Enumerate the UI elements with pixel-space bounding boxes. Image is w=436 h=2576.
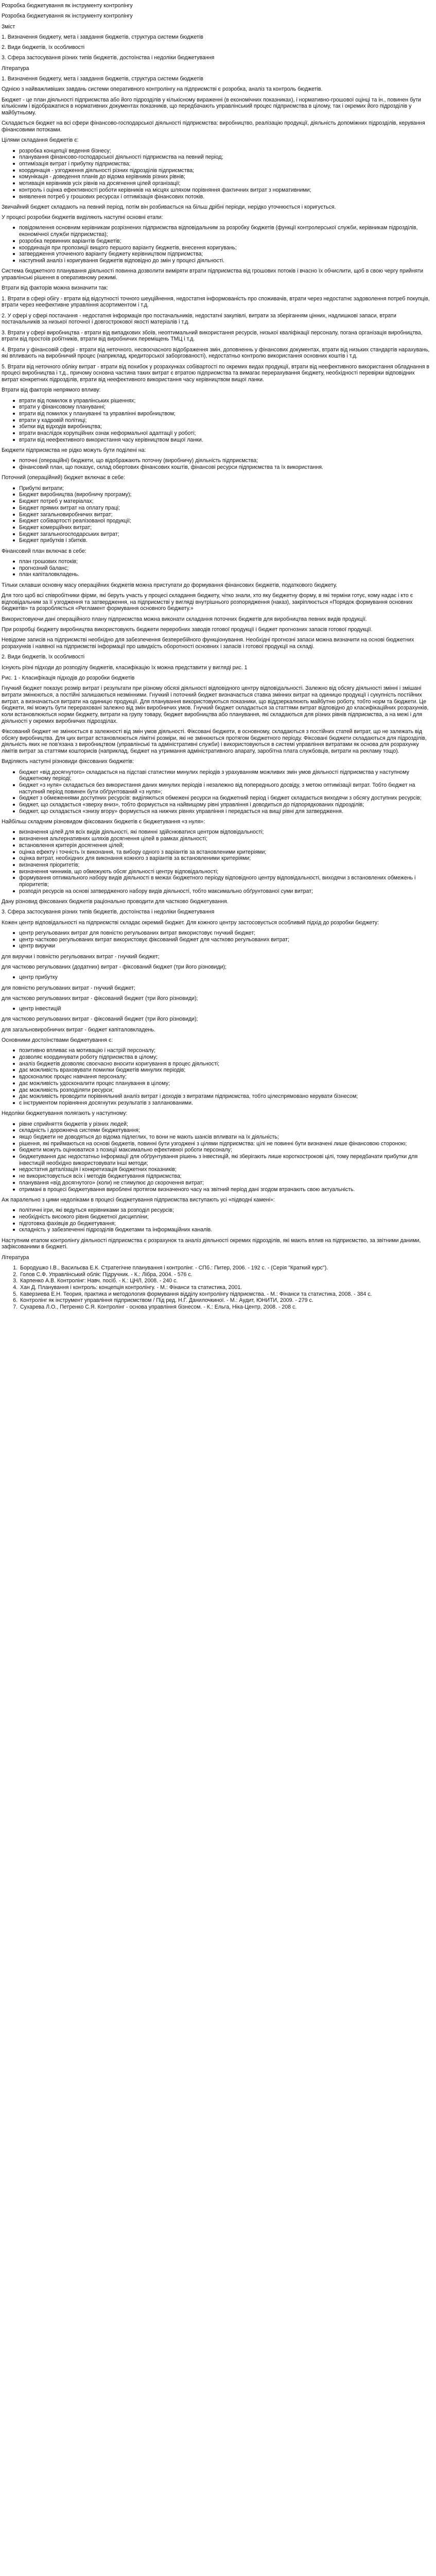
bullet-list (2, 974, 432, 981)
list-item: бюджет «від досягнутого» складається на підставі статистики минулих періодів з урахуванням можливих змін умов діяльності підприємства у наступному бюджетному періоді; (19, 769, 432, 782)
list-item: необхідність високого рівня бюджетної дисципліни; (19, 1214, 432, 1221)
paragraph: Звичайний бюджет складають на певний період, потім він розбивається на більш дрібні періоди, нерідко уточнюється і коригується. (2, 204, 336, 210)
list-item: якщо бюджети не доводяться до відома підлеглих, то вони не мають шансів впливати на їх діяльність; (19, 1134, 432, 1141)
list-item: планування «від досягнутого» (коли) не стимулює до скорочення витрат; (19, 1180, 432, 1187)
list-item: є інструментом порівняння досягнутих результатів з запланованими. (19, 1100, 432, 1107)
paragraph: Гнучкий бюджет показує розмір витрат і результати при різному обсязі діяльності відповідного центру відповідальності. Залежно від обсягу діяльності змінні і змішані витрати змінюються, а постійні залишаються незмінними. Гнучкий і поточний бюджет визначається ставка змінних витрат на одиницю продукції і сукупність постійних витрат, а визначається витрати на одиницю продукції. Для планування використовуються показники, що віддзеркалюють майбутню роботу, тобто норм та бюджети. Це бюджети, які можуть бути перераховані залежно від змін виробничих умов. Гнучкий бюджет складається за статтями витрат відповідно до класифікаційних розрахунків, коли встановлюються норми бюджету, витрати на групу товару, бюджет виробництва або планування, які складаються для різних рівнів підприємства, а на межі і для діяльності у окремих виробничих підрозділах. (2, 685, 429, 724)
paragraph: Існують різні підходи до розподілу бюджетів, класифікацію їх можна представити у вигляді рис. 1 (2, 664, 248, 671)
list-item: оцінка ефекту і точність їх виконання, та вибору одного з варіантів за встановленими критеріями; (19, 849, 432, 856)
list-item: 3. Карпенко А.В. Контролінг: Навч. посіб. - К.: ЦНЛ, 2008. - 240 с. (19, 1278, 432, 1284)
list-item: дає можливість враховувати помилки бюджетів минулих періодів; (19, 1067, 432, 1074)
list-item: позитивно впливає на мотивацію і настрій персоналу; (19, 1047, 432, 1054)
paragraph: Розробка бюджетування як інструменту контролінгу (2, 13, 133, 20)
paragraph: Дану різновид фіксованих бюджетів раціонально проводити для частково бюджетування. (2, 899, 229, 905)
list-item: координація при пропозиції вищого першого варіанту бюджетів, внесення коригувань; (19, 245, 432, 251)
list-item: фінансовий план, що показує, склад обертових фінансових коштів, фінансові ресурси підприємства та їх використання. (19, 464, 432, 471)
list-item: план грошових потоків; (19, 558, 432, 565)
bullet-list (2, 769, 432, 815)
list-item: центр регульованих витрат для повністю регульованих витрат використовує гнучкий бюджет; (19, 930, 432, 937)
list-item: дає можливість проводити порівняльний аналіз витрат і доходів з витратами підприємства, тобто цілеспрямовано керувати бізнесом; (19, 1093, 432, 1100)
paragraph: Фіксований бюджет не змінюється в залежності від змін умов діяльності. Фіксовані бюджети, в основному, складаються з постійних статей витрат, що не залежать від обсягу виробництва. Для цих витрат встановлюються лімітні розміри, які не змінюються протягом бюджетного періоду. Фіксовані бюджети складаються для підрозділів, діяльність яких не пов'язана з виробництвом (управлінські та адміністративні служби) і використовуються в системі управління витратами як основа для розрахунку лімітів витрат за статтями кошторисів (наприклад, бюджет на утримання адміністративного апарату, заробітна плата службовців, витрати на рекламу тощо). (2, 728, 427, 755)
list-item: план капіталовкладень. (19, 571, 432, 578)
paragraph: Поточний (операційний) бюджет включає в себе: (2, 474, 125, 481)
list-item: 4. Хан Д. Планування і контроль: концепція контролінгу. - М.: Фінанси та статистика, 2001. (19, 1284, 432, 1291)
bullet-list (2, 829, 432, 894)
list-item: дозволяє координувати роботу підприємства в цілому; (19, 1054, 432, 1061)
list-item: Бюджет загальногосподарських витрат; (19, 531, 432, 538)
list-item: втрати від помилок в управлінських рішеннях; (19, 398, 432, 404)
list-item: аналіз бюджетів дозволяє своєчасно вносити коригування в процес діяльності; (19, 1061, 432, 1067)
list-item: координація - узгодження діяльності різних підрозділів підприємства; (19, 167, 432, 174)
list-item: поточні (операційні) бюджети, що відображають поточну (виробничу) діяльність підприємства; (19, 457, 432, 464)
list-item: оцінка витрат, необхідних для виконання кожного з варіантів за встановленими критеріями; (19, 855, 432, 862)
paragraph: Найбільш складним різновидом фіксованих бюджетів є бюджетування «з нуля»: (2, 819, 205, 825)
list-item: рівне сприйняття бюджетів у різних людей; (19, 1121, 432, 1128)
list-item: визначення пріоритетів; (19, 862, 432, 869)
list-item: рішення, які приймаються на основі бюджетів, повинні бути узгоджені з цілями підприємства: цілі не повинні бути визначені лише фінансовою стороною; (19, 1141, 432, 1147)
paragraph: Бюджети підприємства не рідко можуть бути поділені на: (2, 447, 146, 454)
bullet-list (2, 148, 432, 200)
list-item: наступний аналіз і коригування бюджетів відповідно до змін у процесі діяльності. (19, 258, 432, 264)
paragraph: Система бюджетного планування діяльності повинна дозволити виміряти втрати підприємства від грошових потоків і вчасно їх обчислити, щоб в свою чергу прийняти управлінські рішення в оперативному режимі. (2, 268, 424, 281)
paragraph: При розробці бюджету виробництва використовують бюджети переробних заводів готової продукції і бюджет прогнозних запасів готової продукції. (2, 626, 373, 633)
paragraph: 1. Визначення бюджету, мета і завдання бюджетів, структура системи бюджетів (2, 76, 203, 82)
bullet-list (2, 1207, 432, 1233)
paragraph: Фінансовий план включає в себе: (2, 548, 86, 554)
paragraph: Використовуючи дані операційного плану підприємства можна виконати складання поточних бюджетів для виробництва певних видів продукції. (2, 616, 367, 622)
list-item: розробка концепції ведення бізнесу; (19, 148, 432, 155)
list-item: розробка первинних варіантів бюджетів; (19, 238, 432, 245)
list-item: центр частково регульованих витрат використовує фіксований бюджет для частково регульованих витрат; (19, 937, 432, 943)
list-item: бюджетування дає недостатньо інформації для обґрунтування рішень з інвестицій, які зберігають лише короткострокові цілі, тому передбачати прибутки для інвестицій необхідно використовувати інші методи; (19, 1154, 432, 1166)
paragraph: для виручки і повністю регульованих витрат - гнучкий бюджет; (2, 953, 160, 960)
list-item: Прибуткі витрати; (19, 485, 432, 492)
list-item: центр прибутку (19, 974, 432, 981)
list-item: Бюджет потреб у матеріалах; (19, 498, 432, 505)
list-item: 5. Каверзиева Е.Н. Теория, практика и методология формування відділу контролінгу підприємства. - М.: Фінанси та статистика, 2008. - 384 с. (19, 1291, 432, 1298)
paragraph: Цілями складання бюджетів є: (2, 137, 79, 144)
paragraph: 3. Сфера застосування різних типів бюджетів, достоїнства і недоліки бюджетування (2, 909, 215, 916)
list-item: центр інвестицій (19, 1006, 432, 1012)
paragraph: 2. Види бюджетів, їх особливості (2, 654, 85, 660)
list-item: недостатня деталізація і конкретизація бюджетних показників; (19, 1166, 432, 1173)
list-item: Бюджет прямих витрат на оплату праці; (19, 505, 432, 512)
paragraph: Бюджет - це план діяльності підприємства або його підрозділів у кількісному вираженні (в економічних показниках), і нормативно-грошової оцінці та ін., повинен бути кількісним і відображатися в нормативних документах показників, що передбачають управлінський процес підприємства в цілому, так і окремих його підрозділів у майбутньому. (2, 96, 421, 116)
bullet-list (2, 558, 432, 578)
list-item: складність у забезпеченні підрозділів бюджетами та інформаційних каналів. (19, 1227, 432, 1233)
list-item: втрати внаслідок корупційних ознак неформальної адаптації у роботі; (19, 430, 432, 437)
bullet-list (2, 398, 432, 444)
list-item: визначення чинників, що обмежують обсяг діяльності центру відповідальності; (19, 869, 432, 875)
list-item: 1. Бородушко І.В., Васильєва Е.К. Стратегічне планування і контролінг. - СПб.: Питер, 2006. - 192 с. - (Серія "Краткий курс"). (19, 1265, 432, 1272)
list-item: формування оптимального набору видів діяльності в межах бюджетного періоду відповідного центру відповідальності, виходячи з встановлених обмежень і пріоритетів; (19, 875, 432, 888)
paragraph: для частково регульованих витрат - фіксований бюджет (три його різновиди); (2, 1016, 198, 1023)
bullet-list (2, 225, 432, 264)
list-item: Бюджет комерційних витрат; (19, 524, 432, 531)
paragraph: 3. Втрати у сфері виробництва - втрати від випадкових збоїв, неоптимальний використання ресурсів, низької кваліфікації персоналу, погана організація виробництва, втрати від простоїв робітників, втрати від виробничих переміщень ТМЦ і т.д. (2, 329, 423, 343)
paragraph: 1. Втрати в сфері обігу - втрати від відсутності точного шеуційнення, недостатня інформованість про споживачів, втрати через недостатнє задоволення потреб покупців, втрати через неефективне управління асортиментом і т.д. (2, 295, 430, 309)
bullet-list (2, 485, 432, 544)
list-item: встановлення критерія досягнення цілей; (19, 842, 432, 849)
paragraph: Тільки склавши основну масу операційних бюджетів можна приступати до формування фінансових бюджетів, податкового бюджету. (2, 582, 337, 588)
list-item: оптимізація витрат і прибутку підприємства; (19, 161, 432, 167)
paragraph: для частково регульованих (додатних) витрат - фіксований бюджет (три його різновиди); (2, 963, 227, 970)
paragraph: Аж паралельно з цими недоліками в процесі бюджетування підприємства виступають усі «підводні камені»: (2, 1196, 275, 1203)
list-item: політичні ігри, які ведуться керівниками за розподіл ресурсів; (19, 1207, 432, 1214)
paragraph: Невідоме записів на підприємстві необхідно для забезпечення безперебійного функціонування. Необхідні прогнозні запаси можна визначити на основі бюджетних розрахунків і наявної на підприємстві інформації про швидкість оборотності основних і запасів і готової продукції на складі. (2, 637, 414, 650)
list-item: планування фінансово-господарської діяльності підприємства на певний період; (19, 154, 432, 161)
list-item: втрати у фінансовому плануванні; (19, 404, 432, 411)
list-item: бюджет, що складається «знизу вгору» формується на нижчих рівнях управління і передається на вищі рівні для затвердження. (19, 808, 432, 815)
paragraph: Рис. 1 - Класифікація підходів до розробки бюджетів (2, 674, 135, 681)
list-item: Бюджет собівартості реалізованої продукції; (19, 518, 432, 524)
list-item: дає можливість розподіляти ресурси; (19, 1087, 432, 1094)
list-item: 2. Голов С.Ф. Управлінський облік: Підручник. - К.: Лібра, 2004. - 576 с. (19, 1272, 432, 1278)
list-item: Бюджет прибутків і збитків. (19, 537, 432, 544)
paragraph: для повністю регульованих витрат - гнучкий бюджет; (2, 985, 135, 991)
list-item: не використовується всіх і методів бюджетування підприємства; (19, 1173, 432, 1180)
paragraph: Втрати від факторів непрямого впливу: (2, 387, 101, 394)
paragraph: 3. Сфера застосування різних типів бюджетів, достоїнства і недоліки бюджетування (2, 55, 215, 61)
list-item: контроль і оцінка ефективності роботи керівників на місцях шляхом порівняння фактичних витрат з нормативними; (19, 187, 432, 194)
list-item: 7. Сухарева Л.О., Петренко С.Я. Контролінг - основа управління бізнесом. - К.: Ельга, Ніка-Центр, 2008. - 208 с. (19, 1304, 432, 1311)
list-item: прогнозний баланс; (19, 565, 432, 572)
list-item: визначення альтернативних шляхів досягнення цілей в рамках діяльності; (19, 836, 432, 842)
bullet-list (2, 1006, 432, 1012)
list-item: дає можливість удосконалити процес планування в цілому; (19, 1080, 432, 1087)
paragraph: Основними достоїнствами бюджетування є: (2, 1037, 113, 1044)
list-item: бюджет з обмеженнями доступних ресурсів: виділяються обмежені ресурси на бюджетний період і бюджет складається виходячи з обсягу доступних ресурсів; (19, 795, 432, 802)
paragraph: Втрати від факторів можна визначити так: (2, 285, 108, 292)
list-item: складність і дорожнеча системи бюджетування; (19, 1127, 432, 1134)
list-item: бюджет «з нуля» складається без використання даних минулих періодів і незалежно від попереднього досвіду, з метою оптимізації витрат. Тобто бюджет на наступний період повинен бути обґрунтований «з нуля»; (19, 782, 432, 795)
numbered-list (2, 1265, 432, 1311)
list-item: затвердження уточненого варіанту бюджету керівництвом підприємства; (19, 251, 432, 258)
list-item: мотивація керівників усіх рівнів на досягнення цілей організації; (19, 180, 432, 187)
paragraph: для загальновиробничих витрат - бюджет капіталовкладень. (2, 1026, 155, 1033)
list-item: втрати від помилок у плануванні та управлінні виробництвом; (19, 411, 432, 417)
list-item: центр виручки (19, 943, 432, 950)
paragraph: Кожен центр відповідальності на підприємстві складає окремий бюджет. Для кожного центру застосовується особливий підхід до розробки бюджету: (2, 919, 379, 926)
paragraph: для частково регульованих витрат - фіксований бюджет (три його різновиди); (2, 995, 198, 1002)
bullet-list (2, 930, 432, 950)
paragraph: 2. У сфері у сфері постачання - недостатня інформація про постачальників, недостатні закупівлі, витрати за зберіганням цінних, надлишкові запаси, втрати постачальників за низької поточної і довгострокової якості матеріалів і т.д. (2, 312, 396, 326)
list-item: розподіл ресурсів на основі затвердженого набору видів діяльності, тобто максимально обґрунтованої суми витрат; (19, 888, 432, 895)
list-item: вдосконалює процес навчання персоналу; (19, 1074, 432, 1080)
list-item: втрати у кадровій політиці; (19, 417, 432, 424)
paragraph: 2. Види бюджетів, їх особливості (2, 44, 85, 51)
list-item: виявлення потреб у грошових ресурсах і оптимізація фінансових потоків. (19, 194, 432, 200)
paragraph: 1. Визначення бюджету, мета і завдання бюджетів, структура системи бюджетів (2, 33, 203, 40)
paragraph: Література (2, 65, 29, 72)
list-item: повідомлення основним керівникам розрізнених підприємства відповідальним за розробку бюджетів (функції контролерської служби, керівникам підрозділів, економічної служби підприємства); (19, 225, 432, 238)
bullet-list (2, 457, 432, 470)
list-item: втрати від неефективного використання часу керівництвом вищої ланки. (19, 437, 432, 444)
list-item: комунікація - доведення планів до відома керівників різних рівнів; (19, 174, 432, 180)
paragraph: 4. Втрати у фінансовій сфері - втрати від неточного, несвоєчасного відображення змін, доповненнь у фінансових документах, втрати від низьких стандартів нарахувань, які впливають на виробничий процес (наприклад, кредиторської заборгованості), недостатньо контролю використання основних коштів і т.д. (2, 346, 430, 360)
paragraph: Наступним етапом контролінгу діяльності підприємства є розрахунок та аналіз діяльності окремих підрозділів, які мають вплив на підприємство, за звітними даними, зафіксованими в бюджеті. (2, 1237, 421, 1250)
list-item: отримані в процесі бюджетування вироблені протягом визначеного часу на звітний період дані згодом втрачають свою актуальність. (19, 1187, 432, 1193)
paragraph: Однією з найважливіших завдань системи оперативного контролінгу на підприємстві є розробка, аналіз та контроль бюджетів. (2, 86, 323, 93)
list-item: збитки від відходів виробництва; (19, 423, 432, 430)
list-item: визначення цілей для всіх видів діяльності, які повинні здійснюватися центром відповідальності; (19, 829, 432, 836)
list-item: бюджети можуть оцінюватися з позиції максимально ефективної роботи персоналу; (19, 1147, 432, 1154)
paragraph: Для того щоб всі співробітники фірми, які беруть участь у процесі складання бюджету, чітко знали, хто яку бюджетну форму, в які терміни готує, кому надає і кто є відповідальним за її узгодження та затвердження, на підприємстві у вигляді внутрішнього розпорядження (наказ), закріплюється «Порядок формування основних бюджетів» та розробляється «Регламент формування основного бюджету.» (2, 592, 413, 612)
paragraph: Література (2, 1254, 29, 1261)
paragraph: Розробка бюджетування як інструменту контролінгу (2, 3, 133, 9)
bullet-list (2, 1121, 432, 1193)
paragraph: 5. Втрати від неточного обліку витрат - втрати від похибок у розрахунках собівартості по окремих видах продукції, втрати від неефективного використання обладнання в процесі виробництва і т.д., причому основна частина таких витрат є втратою підприємства та вимагає перерахування бюджету, необхідності перевірки відповідних витрат конкретних підрозділів, втрати від неефективного використання часу керівництвом вищої ланки. (2, 363, 430, 383)
paragraph: У процесі розробки бюджетів виділяють наступні основні етапи: (2, 214, 163, 221)
paragraph: Зміст (2, 23, 15, 30)
list-item: бюджет, що складається «зверху вниз», тобто формується на найвищому рівні управління і доводиться до підпорядкованих підрозділів; (19, 802, 432, 808)
paragraph: Виділяють наступні різновиди фіксованих бюджетів: (2, 758, 134, 765)
list-item: підготовка фахівців до бюджетування; (19, 1221, 432, 1227)
bullet-list (2, 1047, 432, 1106)
list-item: Бюджет виробництва (виробничу програму); (19, 492, 432, 498)
paragraph: Складається бюджет на всі сфери фінансово-господарської діяльності підприємства: виробництво, реалізацію продукції, діяльність допоміжних підрозділів, керування фінансовими потоками. (2, 120, 425, 133)
list-item: 6. Контролінг як інструмент управління підприємством / Під ред. Н.Г. Данилочкиної. - М.: Аудит, ЮНИТИ, 2009. - 279 с. (19, 1297, 432, 1304)
paragraph: Недоліки бюджетування полягають у наступному: (2, 1110, 128, 1117)
list-item: Бюджет загальновиробничих витрат; (19, 512, 432, 518)
